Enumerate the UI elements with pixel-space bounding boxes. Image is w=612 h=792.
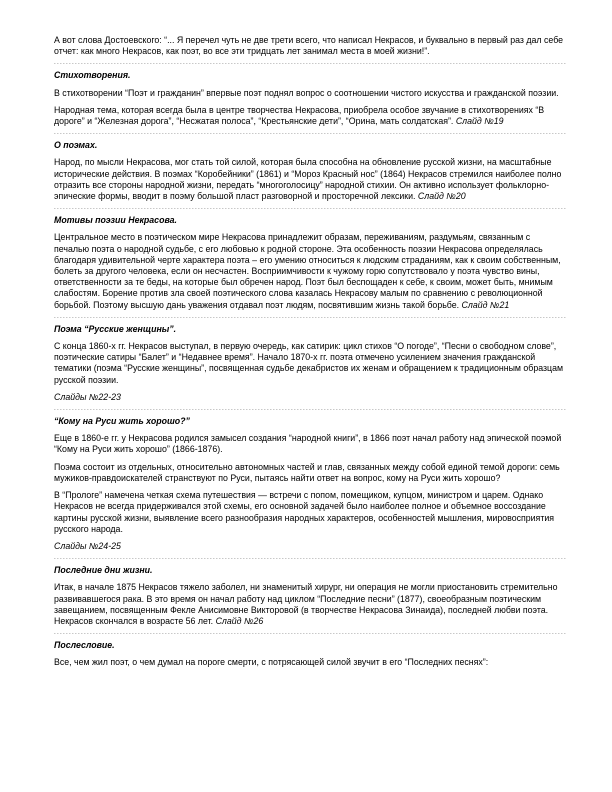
section-heading: “Кому на Руси жить хорошо?” [54, 416, 190, 427]
section-divider [54, 409, 566, 410]
paragraph [54, 490, 566, 535]
paragraph-text: С конца 1860-х гг. Некрасов выступал, в первую очередь, как сатирик: цикл стихов “О погоде”, “Песни о свободном слове”, поэтические сатиры “Балет” и “Недавнее время”. Начало 1870-х гг. поэта отмечено усилением значения гражданской тематики (поэма “Русские женщины”, посвященная судьбе декабристов их женам и обращением к традиционным образцам русской поэзии. [54, 341, 564, 385]
paragraph-text: Все, чем жил поэт, о чем думал на пороге смерти, с потрясающей силой звучит в его “Последних песнях”: [54, 657, 489, 668]
paragraph-text: Народная тема, которая всегда была в центре творчества Некрасова, приобрела особое звучание в стихотворениях “В дороге” и “Железная дорога”, “Несжатая полоса”, “Крестьянские дети”, “Орина, мать солдатская”. [54, 104, 545, 127]
paragraph [54, 433, 566, 455]
section-divider [54, 317, 566, 318]
section-heading: О поэмах. [54, 140, 98, 151]
paragraph-text: Центральное место в поэтическом мире Некрасова принадлежит образам, переживаниям, раздумьям, связанным с печалью поэта о народной судьбе, с его любовью к родной стороне. Эта особенность поэзии Некрасова определялась благодаря удивительной черте характера поэта – его умению относиться к людским страданиям, как к своим собственным, болеть за другого человека, если он несчастен. Восприимчивости к чужому горю сопутствовало у поэта чувство вины, ответственности за те беды, на которые был обречен народ. Поэт был беспощаден к себе, к своим, может быть, мнимым слабостям. Борение против зла своей поэтического слова казалась Некрасову малым по сравнению с революционной борьбой. Поэтому высшую дань уважения отдавал поэт людям, посвятившим жизнь такой борьбе. [54, 232, 561, 310]
section-heading: Послесловие. [54, 640, 115, 651]
section-heading: Стихотворения. [54, 70, 131, 81]
paragraph-text: В “Прологе” намечена четкая схема путешествия — встречи с попом, помещиком, купцом, министром и царем. Однако Некрасов не всегда придерживался этой схемы, его основной задачей было наиболее полное и объемное воссоздание картины русской жизни, выявление всего разнообразия народных характеров, особенностей мышления, мировосприятия русского народа. [54, 490, 555, 534]
slide-reference: Слайд №21 [461, 299, 510, 310]
section-divider [54, 63, 566, 64]
paragraph [54, 157, 566, 202]
slide-reference: Слайды №24-25 [54, 540, 121, 551]
slide-reference: Слайды №22-23 [54, 391, 121, 402]
slide-reference: Слайд №26 [215, 615, 264, 626]
paragraph [54, 657, 566, 668]
paragraph [54, 462, 566, 484]
paragraph-text: Еще в 1860-е гг. у Некрасова родился замысел создания “народной книги”, в 1866 поэт начал работу над эпической поэмой “Кому на Руси жить хорошо” (1866-1876). [54, 433, 562, 455]
paragraph [54, 341, 566, 386]
paragraph-text: Поэма состоит из отдельных, относительно автономных частей и глав, связанных между собой единой темой дороги: семь мужиков-правдоискателей странствуют по Руси, пытаясь найти ответ на вопрос, кому на Руси жить хорошо? [54, 461, 560, 483]
paragraph [54, 232, 566, 310]
paragraph-text: В стихотворении “Поэт и гражданин” впервые поэт поднял вопрос о соотношении чистого искусства и гражданской поэзии. [54, 87, 559, 98]
paragraph [54, 105, 566, 127]
section-heading: Мотивы поэзии Некрасова. [54, 215, 177, 226]
section-divider [54, 558, 566, 559]
paragraph-text: Итак, в начале 1875 Некрасов тяжело заболел, ни знаменитый хирург, ни операция не могли приостановить стремительно развивавшегося рака. В это время он начал работу над циклом “Последние песни” (1877), своеобразным поэтическим завещанием, посвященным Фекле Анисимовне Викторовой (в творчестве Некрасова Зинаида), последней любви поэта. Некрасов скончался в возрасте 56 лет. [54, 582, 558, 626]
document-page [54, 35, 566, 675]
paragraph-text: А вот слова Достоевского: “... Я перечел чуть не две трети всего, что написал Некрасов, и буквально в первый раз дал себе отчет: как много Некрасов, как поэт, во все эти тридцать лет занимал места в моей жизни!”. [54, 35, 564, 57]
paragraph [54, 582, 566, 627]
slide-reference: Слайд №20 [417, 191, 466, 202]
paragraph-text: Народ, по мысли Некрасова, мог стать той силой, которая была способна на обновление русской жизни, на масштабные исторические действия. В поэмах “Коробейники” (1861) и “Мороз Красный нос” (1864) Некрасов стремился наиболее полно отразить все стороны народной жизни, передать “многоголосицу” народной стихии. Он активно использует фольклорно-эпические формы, вводит в поэму большой пласт разговорной и просторечной лексики. [54, 157, 562, 202]
section-heading: Поэма “Русские женщины”. [54, 323, 177, 334]
section-divider [54, 133, 566, 134]
paragraph [54, 88, 566, 99]
section-divider [54, 633, 566, 634]
paragraph [54, 35, 566, 57]
slide-reference: Слайд №19 [455, 116, 504, 127]
section-heading: Последние дни жизни. [54, 565, 153, 576]
section-divider [54, 208, 566, 209]
